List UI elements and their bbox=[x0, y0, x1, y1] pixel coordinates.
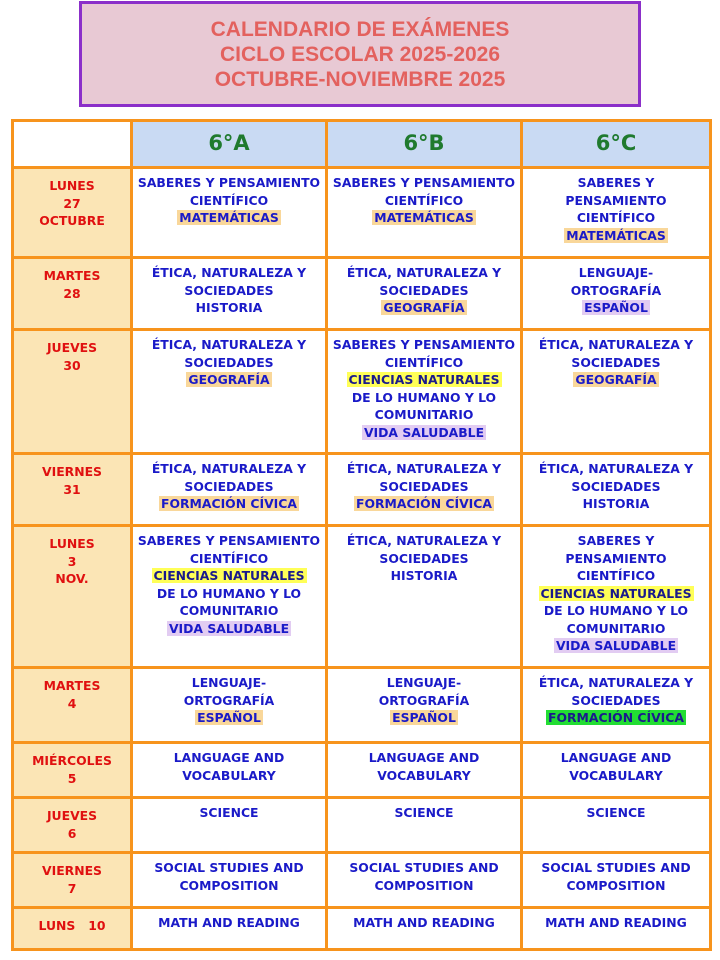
day-label-line: 28 bbox=[63, 285, 81, 301]
exam-cell bbox=[522, 908, 711, 950]
exam-line-wrapper bbox=[331, 550, 517, 568]
exam-cell bbox=[327, 853, 522, 908]
day-label-line: 27 bbox=[63, 195, 81, 211]
exam-cell bbox=[522, 798, 711, 853]
day-label-line: 5 bbox=[67, 770, 77, 786]
day-label-line: 7 bbox=[67, 880, 77, 896]
exam-line-wrapper bbox=[136, 767, 322, 785]
exam-text: CIENTÍFICO bbox=[384, 354, 464, 370]
exam-line-wrapper bbox=[331, 495, 517, 513]
exam-line-wrapper bbox=[526, 692, 706, 710]
subject-highlight: VIDA SALUDABLE bbox=[555, 638, 677, 653]
day-label-line: VIERNES bbox=[42, 464, 102, 479]
day-cell bbox=[13, 798, 132, 853]
exam-text: SOCIEDADES bbox=[184, 282, 274, 298]
exam-line-wrapper bbox=[331, 674, 517, 692]
day-label-line: LUNES bbox=[49, 536, 95, 551]
exam-text: SCIENCE bbox=[394, 805, 454, 820]
subject-highlight: MATEMÁTICAS bbox=[179, 210, 279, 225]
day-label-line: 3 bbox=[67, 553, 77, 569]
table-row bbox=[13, 330, 711, 454]
exam-text: SOCIEDADES bbox=[379, 478, 469, 494]
exam-text: CIENTÍFICO bbox=[576, 568, 656, 583]
exam-cell bbox=[132, 330, 327, 454]
exam-line-wrapper bbox=[136, 914, 322, 932]
exam-line-wrapper bbox=[331, 192, 517, 210]
exam-line-wrapper bbox=[526, 174, 706, 192]
exam-text: HISTORIA bbox=[390, 568, 458, 583]
exam-text: HISTORIA bbox=[582, 496, 650, 511]
exam-line-wrapper bbox=[136, 709, 322, 727]
exam-line-wrapper bbox=[136, 209, 322, 227]
exam-cell bbox=[522, 853, 711, 908]
exam-text: SABERES Y PENSAMIENTO bbox=[332, 337, 516, 352]
table-row bbox=[13, 168, 711, 258]
exam-cell bbox=[522, 258, 711, 330]
exam-line-wrapper bbox=[331, 478, 517, 496]
subject-highlight: GEOGRAFÍA bbox=[383, 300, 465, 315]
exam-text: PENSAMIENTO bbox=[565, 550, 667, 566]
exam-cell bbox=[327, 258, 522, 330]
exam-line-wrapper bbox=[526, 336, 706, 354]
day-cell bbox=[13, 853, 132, 908]
exam-line-wrapper bbox=[331, 354, 517, 372]
day-label-line: NOV. bbox=[55, 571, 89, 586]
exam-line-wrapper bbox=[331, 877, 517, 895]
exam-cell bbox=[522, 454, 711, 526]
exam-text: SCIENCE bbox=[586, 805, 646, 820]
exam-cell bbox=[327, 668, 522, 743]
exam-line-wrapper bbox=[136, 550, 322, 568]
exam-line-wrapper bbox=[526, 567, 706, 585]
subject-highlight: ESPAÑOL bbox=[392, 710, 456, 725]
exam-text: VOCABULARY bbox=[377, 767, 471, 783]
exam-line-wrapper bbox=[526, 354, 706, 372]
table-row bbox=[13, 668, 711, 743]
subject-highlight: CIENCIAS NATURALES bbox=[348, 372, 500, 387]
exam-line-wrapper bbox=[136, 192, 322, 210]
exam-line-wrapper bbox=[136, 495, 322, 513]
group-header: 6°A bbox=[132, 121, 327, 168]
subject-highlight: GEOGRAFÍA bbox=[575, 372, 657, 387]
exam-text: SOCIEDADES bbox=[571, 478, 661, 494]
exam-cell bbox=[522, 330, 711, 454]
exam-line-wrapper bbox=[526, 620, 706, 638]
day-label-line: 6 bbox=[67, 825, 77, 841]
exam-text: SOCIAL STUDIES AND bbox=[154, 860, 304, 875]
exam-text: CIENTÍFICO bbox=[384, 192, 464, 208]
exam-text: SOCIEDADES bbox=[379, 282, 469, 298]
exam-text: LANGUAGE AND bbox=[173, 750, 285, 765]
exam-line-wrapper bbox=[136, 478, 322, 496]
exam-line-wrapper bbox=[136, 674, 322, 692]
group-header: 6°C bbox=[522, 121, 711, 168]
exam-text: ÉTICA, NATURALEZA Y bbox=[151, 265, 307, 280]
exam-text: ÉTICA, NATURALEZA Y bbox=[538, 675, 694, 690]
exam-text: CIENTÍFICO bbox=[189, 192, 269, 208]
day-cell bbox=[13, 526, 132, 668]
day-label-line: OCTUBRE bbox=[39, 213, 105, 228]
group-header: 6°B bbox=[327, 121, 522, 168]
exam-line-wrapper bbox=[331, 692, 517, 710]
exam-text: SABERES Y PENSAMIENTO bbox=[137, 175, 321, 190]
exam-line-wrapper bbox=[526, 460, 706, 478]
exam-line-wrapper bbox=[136, 532, 322, 550]
day-label-line: JUEVES bbox=[46, 340, 98, 355]
table-row bbox=[13, 258, 711, 330]
exam-line-wrapper bbox=[136, 371, 322, 389]
exam-line-wrapper bbox=[331, 174, 517, 192]
exam-text: VOCABULARY bbox=[182, 767, 276, 783]
title-banner bbox=[79, 1, 641, 107]
exam-line-wrapper bbox=[136, 749, 322, 767]
exam-cell bbox=[132, 798, 327, 853]
exam-cell bbox=[522, 168, 711, 258]
exam-text: SOCIEDADES bbox=[571, 354, 661, 370]
exam-line-wrapper bbox=[331, 264, 517, 282]
exam-line-wrapper bbox=[136, 354, 322, 372]
exam-line-wrapper bbox=[136, 282, 322, 300]
title-line-3: OCTUBRE-NOVIEMBRE 2025 bbox=[214, 67, 506, 91]
exam-line-wrapper bbox=[136, 585, 322, 603]
exam-text: LANGUAGE AND bbox=[368, 750, 480, 765]
exam-text: ÉTICA, NATURALEZA Y bbox=[346, 533, 502, 548]
day-label-line: 4 bbox=[67, 695, 77, 711]
exam-line-wrapper bbox=[526, 859, 706, 877]
exam-line-wrapper bbox=[526, 767, 706, 785]
day-label-line: LUNS 10 bbox=[38, 918, 106, 933]
exam-text: COMPOSITION bbox=[374, 877, 474, 893]
subject-highlight: FORMACIÓN CÍVICA bbox=[548, 710, 684, 725]
exam-line-wrapper bbox=[331, 709, 517, 727]
subject-highlight: FORMACIÓN CÍVICA bbox=[356, 496, 492, 511]
exam-line-wrapper bbox=[331, 209, 517, 227]
exam-line-wrapper bbox=[526, 550, 706, 568]
exam-text: SABERES Y bbox=[577, 533, 655, 548]
day-cell bbox=[13, 258, 132, 330]
exam-text: VOCABULARY bbox=[569, 767, 663, 783]
exam-line-wrapper bbox=[526, 371, 706, 389]
table-row bbox=[13, 454, 711, 526]
exam-line-wrapper bbox=[526, 674, 706, 692]
day-label-line: JUEVES bbox=[46, 808, 98, 823]
day-cell bbox=[13, 454, 132, 526]
exam-line-wrapper bbox=[526, 709, 706, 727]
exam-line-wrapper bbox=[526, 192, 706, 210]
corner-cell bbox=[13, 121, 132, 168]
exam-line-wrapper bbox=[331, 460, 517, 478]
exam-line-wrapper bbox=[526, 585, 706, 603]
exam-text: ÉTICA, NATURALEZA Y bbox=[151, 337, 307, 352]
day-label-line: 30 bbox=[63, 357, 81, 373]
exam-cell bbox=[327, 908, 522, 950]
title-line-1: CALENDARIO DE EXÁMENES bbox=[210, 17, 510, 41]
exam-text: MATH AND READING bbox=[353, 915, 495, 930]
exam-line-wrapper bbox=[331, 371, 517, 389]
day-label-line: MARTES bbox=[43, 678, 101, 693]
exam-cell bbox=[522, 526, 711, 668]
exam-line-wrapper bbox=[136, 602, 322, 620]
exam-line-wrapper bbox=[136, 620, 322, 638]
day-cell bbox=[13, 743, 132, 798]
exam-line-wrapper bbox=[526, 282, 706, 300]
exam-line-wrapper bbox=[526, 602, 706, 620]
exam-text: CIENTÍFICO bbox=[576, 210, 656, 225]
exam-text: MATH AND READING bbox=[158, 915, 300, 930]
exam-text: ÉTICA, NATURALEZA Y bbox=[538, 337, 694, 352]
exam-line-wrapper bbox=[526, 478, 706, 496]
exam-line-wrapper bbox=[136, 460, 322, 478]
subject-highlight: VIDA SALUDABLE bbox=[363, 424, 485, 440]
exam-text: SOCIEDADES bbox=[379, 550, 469, 566]
exam-line-wrapper bbox=[526, 532, 706, 550]
exam-line-wrapper bbox=[136, 877, 322, 895]
subject-highlight: CIENCIAS NATURALES bbox=[540, 585, 692, 601]
day-cell bbox=[13, 330, 132, 454]
table-row bbox=[13, 798, 711, 853]
exam-cell bbox=[327, 454, 522, 526]
subject-highlight: GEOGRAFÍA bbox=[188, 372, 270, 387]
exam-line-wrapper bbox=[331, 767, 517, 785]
exam-text: LENGUAJE- bbox=[191, 675, 267, 690]
exam-cell bbox=[132, 743, 327, 798]
subject-highlight: MATEMÁTICAS bbox=[374, 210, 474, 225]
exam-text: SCIENCE bbox=[199, 805, 259, 820]
exam-cell bbox=[327, 168, 522, 258]
exam-line-wrapper bbox=[526, 495, 706, 513]
exam-line-wrapper bbox=[331, 389, 517, 407]
exam-text: CIENTÍFICO bbox=[189, 550, 269, 566]
exam-line-wrapper bbox=[331, 424, 517, 442]
exam-text: SOCIEDADES bbox=[184, 478, 274, 494]
exam-cell bbox=[132, 668, 327, 743]
exam-cell bbox=[327, 743, 522, 798]
exam-line-wrapper bbox=[526, 804, 706, 822]
subject-highlight: VIDA SALUDABLE bbox=[168, 620, 290, 636]
exam-line-wrapper bbox=[331, 406, 517, 424]
exam-text: SABERES Y bbox=[577, 175, 655, 190]
exam-line-wrapper bbox=[526, 227, 706, 245]
exam-text: COMUNITARIO bbox=[566, 620, 666, 636]
exam-line-wrapper bbox=[526, 914, 706, 932]
subject-highlight: FORMACIÓN CÍVICA bbox=[161, 496, 297, 511]
exam-line-wrapper bbox=[136, 174, 322, 192]
exam-text: ORTOGRAFÍA bbox=[183, 692, 275, 708]
exam-text: COMPOSITION bbox=[566, 877, 666, 893]
exam-cell bbox=[327, 526, 522, 668]
day-cell bbox=[13, 168, 132, 258]
exam-cell bbox=[132, 908, 327, 950]
subject-highlight: MATEMÁTICAS bbox=[566, 227, 666, 243]
table-row bbox=[13, 908, 711, 950]
exam-line-wrapper bbox=[331, 532, 517, 550]
exam-cell bbox=[132, 168, 327, 258]
exam-line-wrapper bbox=[331, 804, 517, 822]
exam-text: LENGUAJE- bbox=[578, 265, 654, 280]
day-label-line: LUNES bbox=[49, 178, 95, 193]
exam-line-wrapper bbox=[136, 804, 322, 822]
exam-text: ORTOGRAFÍA bbox=[570, 282, 662, 298]
exam-text: MATH AND READING bbox=[545, 915, 687, 930]
day-label-line: MIÉRCOLES bbox=[32, 753, 112, 768]
exam-cell bbox=[327, 798, 522, 853]
exam-cell bbox=[327, 330, 522, 454]
exam-text: ÉTICA, NATURALEZA Y bbox=[346, 265, 502, 280]
exam-cell bbox=[132, 853, 327, 908]
exam-text: SOCIAL STUDIES AND bbox=[349, 860, 499, 875]
table-row bbox=[13, 743, 711, 798]
day-label-line: MARTES bbox=[43, 268, 101, 283]
subject-highlight: CIENCIAS NATURALES bbox=[153, 568, 305, 583]
exam-text: SABERES Y PENSAMIENTO bbox=[332, 175, 516, 190]
exam-text: SABERES Y PENSAMIENTO bbox=[137, 533, 321, 548]
exam-line-wrapper bbox=[331, 749, 517, 767]
exam-line-wrapper bbox=[526, 637, 706, 655]
subject-highlight: ESPAÑOL bbox=[584, 300, 648, 315]
exam-line-wrapper bbox=[136, 299, 322, 317]
exam-line-wrapper bbox=[526, 209, 706, 227]
exam-calendar-table bbox=[11, 119, 712, 951]
exam-cell bbox=[522, 668, 711, 743]
exam-text: ÉTICA, NATURALEZA Y bbox=[538, 461, 694, 476]
day-cell bbox=[13, 668, 132, 743]
exam-line-wrapper bbox=[136, 567, 322, 585]
exam-line-wrapper bbox=[331, 336, 517, 354]
exam-text: LANGUAGE AND bbox=[560, 750, 672, 765]
exam-text: COMUNITARIO bbox=[374, 407, 474, 422]
exam-text: ÉTICA, NATURALEZA Y bbox=[151, 461, 307, 476]
subject-highlight: ESPAÑOL bbox=[197, 710, 261, 725]
exam-line-wrapper bbox=[136, 859, 322, 877]
exam-line-wrapper bbox=[331, 914, 517, 932]
exam-text: DE LO HUMANO Y LO bbox=[351, 389, 497, 405]
exam-text: ORTOGRAFÍA bbox=[378, 692, 470, 708]
exam-line-wrapper bbox=[331, 567, 517, 585]
exam-text: PENSAMIENTO bbox=[565, 192, 667, 208]
exam-line-wrapper bbox=[331, 299, 517, 317]
day-label-line: VIERNES bbox=[42, 863, 102, 878]
exam-text: ÉTICA, NATURALEZA Y bbox=[346, 461, 502, 476]
exam-text: DE LO HUMANO Y LO bbox=[156, 585, 302, 601]
day-label-line: 31 bbox=[63, 481, 81, 497]
exam-text: COMPOSITION bbox=[179, 877, 279, 893]
exam-line-wrapper bbox=[136, 692, 322, 710]
exam-cell bbox=[132, 526, 327, 668]
exam-line-wrapper bbox=[526, 299, 706, 317]
exam-cell bbox=[132, 258, 327, 330]
header-row bbox=[13, 121, 711, 168]
table-row bbox=[13, 526, 711, 668]
exam-line-wrapper bbox=[526, 877, 706, 895]
exam-cell bbox=[522, 743, 711, 798]
title-line-2: CICLO ESCOLAR 2025-2026 bbox=[219, 42, 501, 66]
exam-cell bbox=[132, 454, 327, 526]
table-row bbox=[13, 853, 711, 908]
exam-line-wrapper bbox=[331, 282, 517, 300]
exam-text: HISTORIA bbox=[195, 300, 263, 315]
exam-line-wrapper bbox=[136, 264, 322, 282]
day-cell bbox=[13, 908, 132, 950]
exam-text: SOCIAL STUDIES AND bbox=[541, 860, 691, 875]
exam-line-wrapper bbox=[136, 336, 322, 354]
exam-text: COMUNITARIO bbox=[179, 603, 279, 618]
exam-text: LENGUAJE- bbox=[386, 675, 462, 690]
exam-text: SOCIEDADES bbox=[571, 692, 661, 708]
exam-line-wrapper bbox=[331, 859, 517, 877]
exam-text: DE LO HUMANO Y LO bbox=[543, 603, 689, 618]
exam-line-wrapper bbox=[526, 749, 706, 767]
exam-line-wrapper bbox=[526, 264, 706, 282]
exam-text: SOCIEDADES bbox=[184, 354, 274, 370]
